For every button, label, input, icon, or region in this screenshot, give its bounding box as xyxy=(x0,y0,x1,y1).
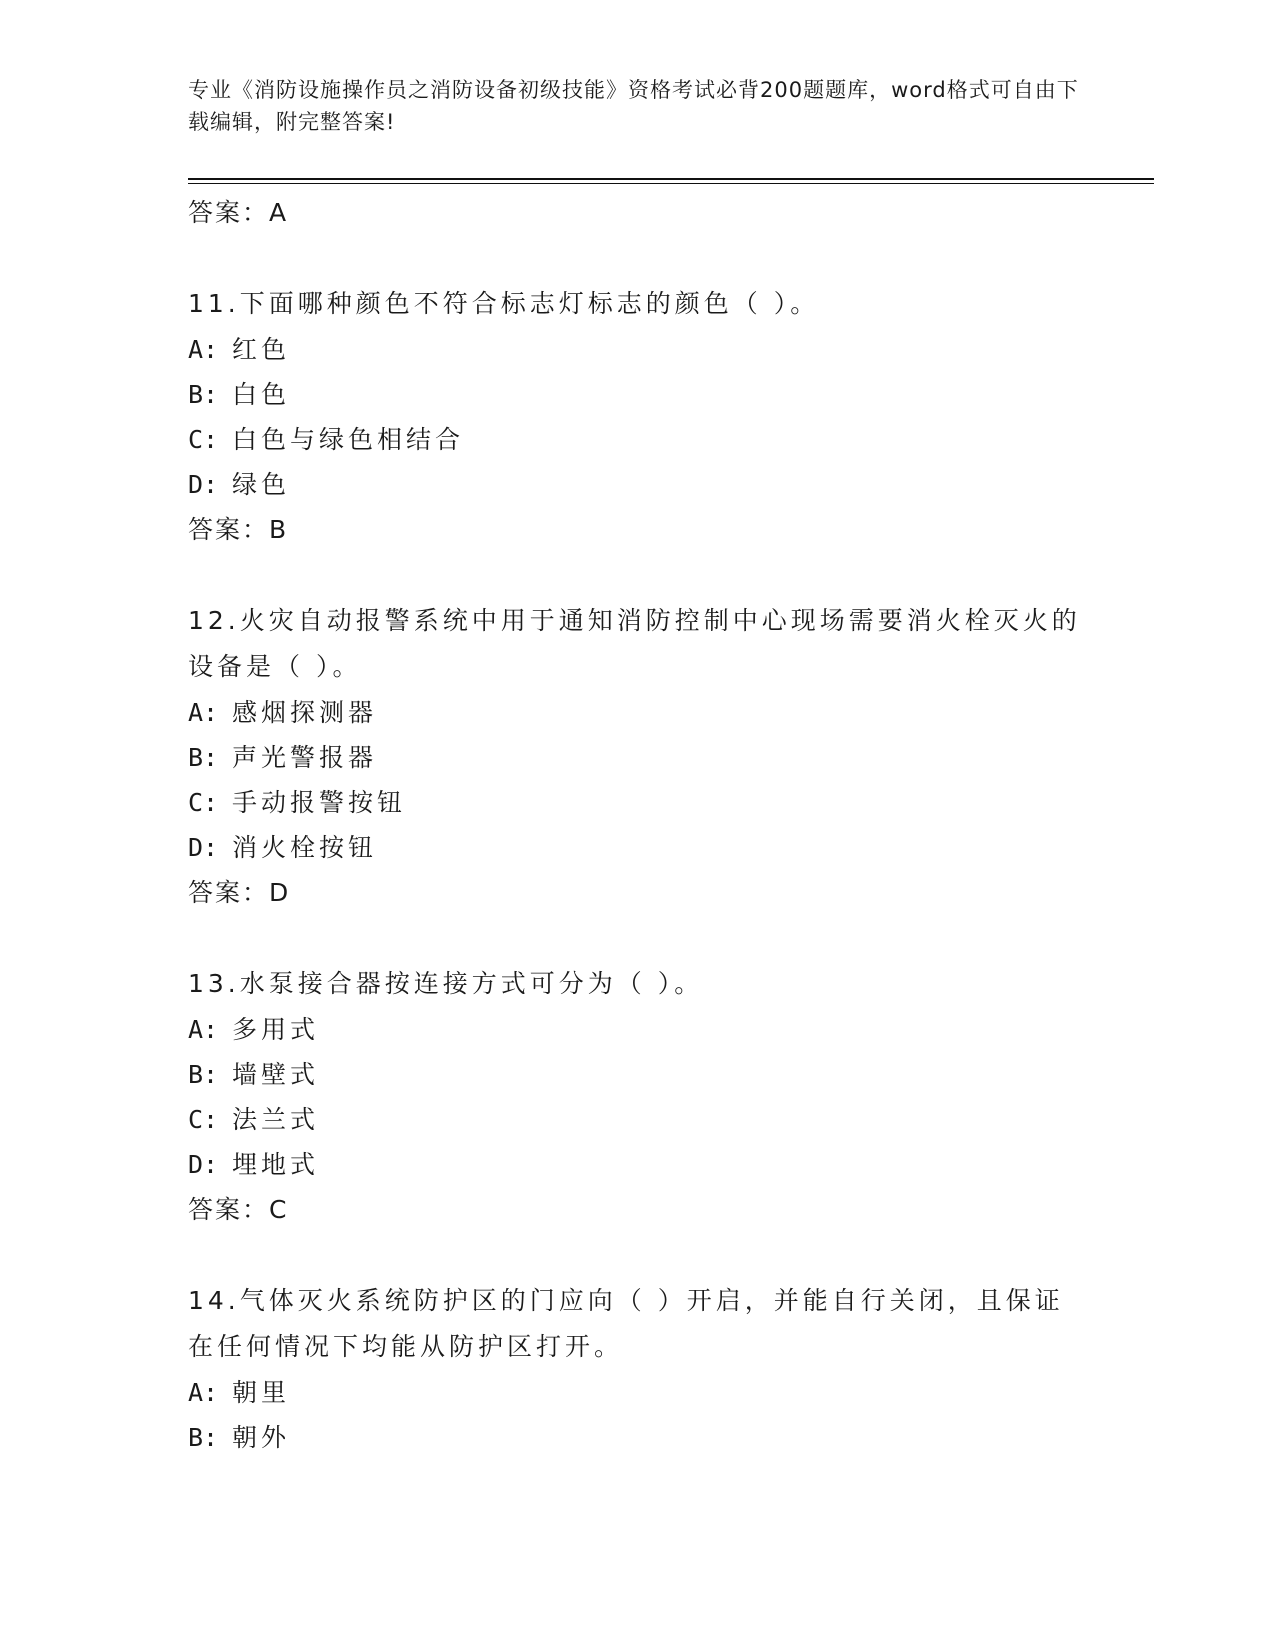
option-b: B: 声光警报器 xyxy=(188,743,378,772)
header-divider-thin xyxy=(188,183,1154,184)
answer-line: 答案：B xyxy=(188,515,289,544)
option-d: D: 消火栓按钮 xyxy=(188,833,378,862)
option-a: A: 多用式 xyxy=(188,1015,320,1044)
option-c: C: 法兰式 xyxy=(188,1105,320,1134)
question-stem: 12.火灾自动报警系统中用于通知消防控制中心现场需要消火栓灭火的设备是（ ）。 xyxy=(188,606,1081,681)
answer-line: 答案：C xyxy=(188,1195,289,1224)
option-c: C: 手动报警按钮 xyxy=(188,788,407,817)
question-11 xyxy=(188,281,1088,552)
answer-line: 答案：D xyxy=(188,878,291,907)
question-stem: 13.水泵接合器按连接方式可分为（ ）。 xyxy=(188,969,704,998)
question-stem: 11.下面哪种颜色不符合标志灯标志的颜色（ ）。 xyxy=(188,289,820,318)
option-d: D: 绿色 xyxy=(188,470,291,499)
question-14 xyxy=(188,1278,1088,1460)
question-12 xyxy=(188,598,1088,915)
option-b: B: 朝外 xyxy=(188,1423,291,1452)
question-stem: 14.气体灭火系统防护区的门应向（ ）开启，并能自行关闭，且保证在任何情况下均能从防护区打开。 xyxy=(188,1286,1064,1361)
question-list xyxy=(188,190,1088,1460)
option-a: A: 红色 xyxy=(188,335,291,364)
option-b: B: 白色 xyxy=(188,380,291,409)
option-d: D: 埋地式 xyxy=(188,1150,320,1179)
document-header: 专业《消防设施操作员之消防设备初级技能》资格考试必背200题题库，word格式可自由下载编辑，附完整答案! xyxy=(188,78,1079,134)
option-a: A: 朝里 xyxy=(188,1378,291,1407)
question-13 xyxy=(188,961,1088,1232)
option-a: A: 感烟探测器 xyxy=(188,698,378,727)
option-b: B: 墙壁式 xyxy=(188,1060,320,1089)
header-divider-thick xyxy=(188,178,1154,180)
option-c: C: 白色与绿色相结合 xyxy=(188,425,465,454)
answer-line: 答案：A xyxy=(188,198,289,227)
